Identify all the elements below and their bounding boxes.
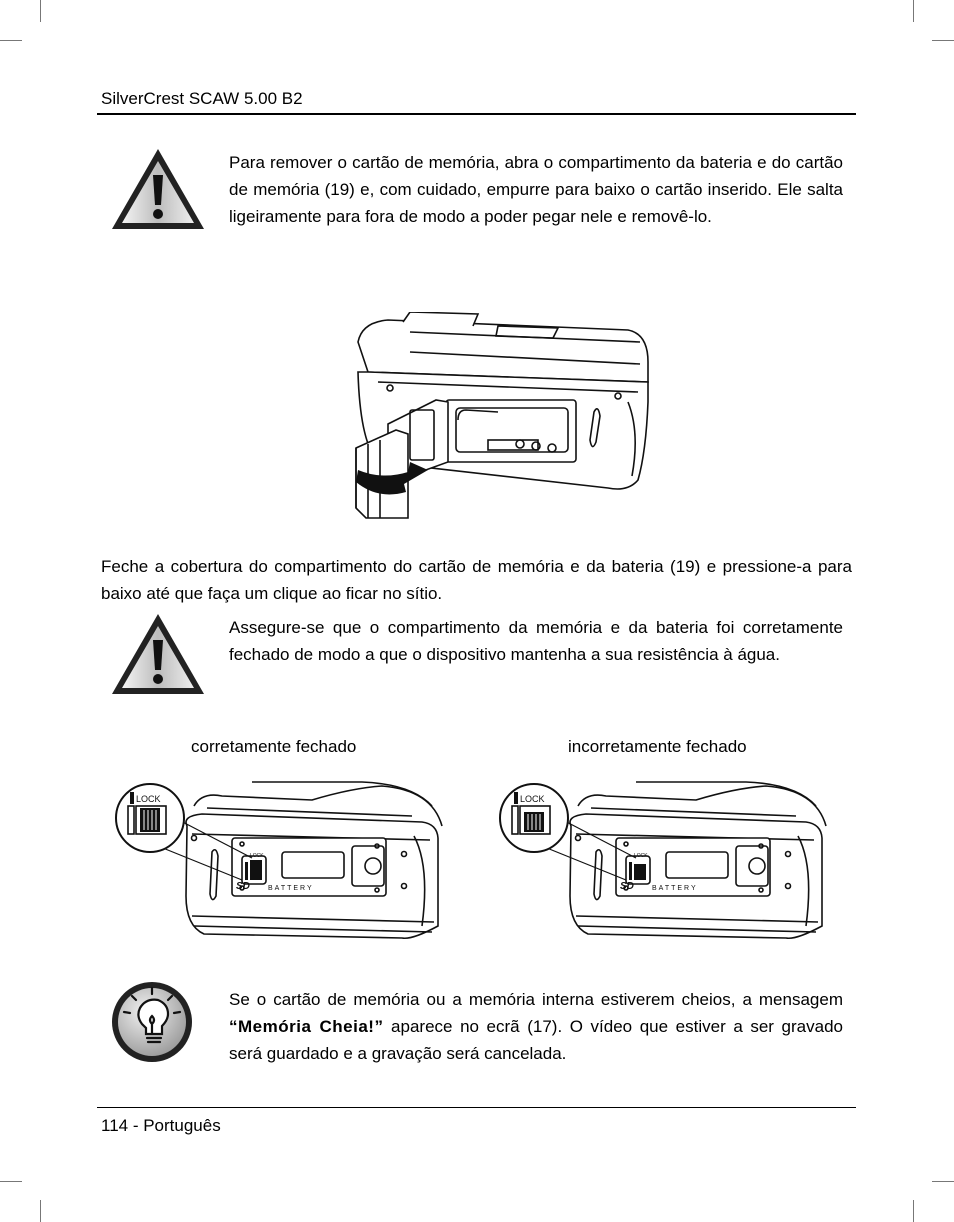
crop-mark — [0, 1181, 22, 1182]
footer-rule — [97, 1107, 856, 1108]
page-footer: 114 - Português — [101, 1116, 221, 1135]
lightbulb-icon — [110, 980, 194, 1064]
crop-mark — [913, 1200, 914, 1222]
crop-mark — [932, 40, 954, 41]
tip-text — [229, 986, 843, 1067]
camera-compartment-correctly-closed-illustration — [112, 776, 448, 942]
lock-label: LOCK — [250, 853, 264, 859]
caption-correctly-closed: corretamente fechado — [191, 737, 357, 756]
sd-logo-label: SD — [620, 881, 634, 892]
crop-mark — [932, 1181, 954, 1182]
lock-label: LOCK — [136, 794, 161, 804]
camera-battery-removal-illustration — [348, 312, 652, 524]
crop-mark — [40, 0, 41, 22]
battery-label: BATTERY — [268, 885, 314, 892]
page-header-title: SilverCrest SCAW 5.00 B2 — [101, 89, 303, 108]
caption-incorrectly-closed: incorretamente fechado — [568, 737, 747, 756]
warning-1-text: Para remover o cartão de memória, abra o compartimento da bateria e do cartão de memória (19) e, com cuidado, empurre para baixo o cartão inserido. Ele salta ligeiramente para fora de modo a poder pegar nele e removê-lo. — [229, 153, 843, 226]
crop-mark — [913, 0, 914, 22]
header-rule — [97, 113, 856, 115]
battery-label: BATTERY — [652, 885, 698, 892]
warning-2-text: Assegure-se que o compartimento da memória e da bateria foi corretamente fechado de modo a que o dispositivo mantenha a sua resistência à água. — [229, 618, 843, 664]
lock-label: LOCK — [634, 853, 648, 859]
crop-mark — [40, 1200, 41, 1222]
tip-text-before: Se o cartão de memória ou a memória interna estiverem cheios, a mensagem — [229, 990, 843, 1009]
body-paragraph: Feche a cobertura do compartimento do cartão de memória e da bateria (19) e pressione-a para baixo até que faça um clique ao ficar no sítio. — [101, 557, 852, 603]
camera-compartment-incorrectly-closed-illustration — [496, 776, 832, 942]
crop-mark — [0, 40, 22, 41]
warning-triangle-icon — [110, 147, 206, 231]
warning-triangle-icon — [110, 612, 206, 696]
tip-text-after: aparece no ecrã (17). O vídeo que estiver a ser gravado será guardado e a gravação será cancelada. — [229, 1017, 843, 1063]
lock-label: LOCK — [520, 794, 545, 804]
tip-highlight-message: “Memória Cheia!” — [229, 1017, 384, 1036]
sd-logo-label: SD — [236, 881, 250, 892]
